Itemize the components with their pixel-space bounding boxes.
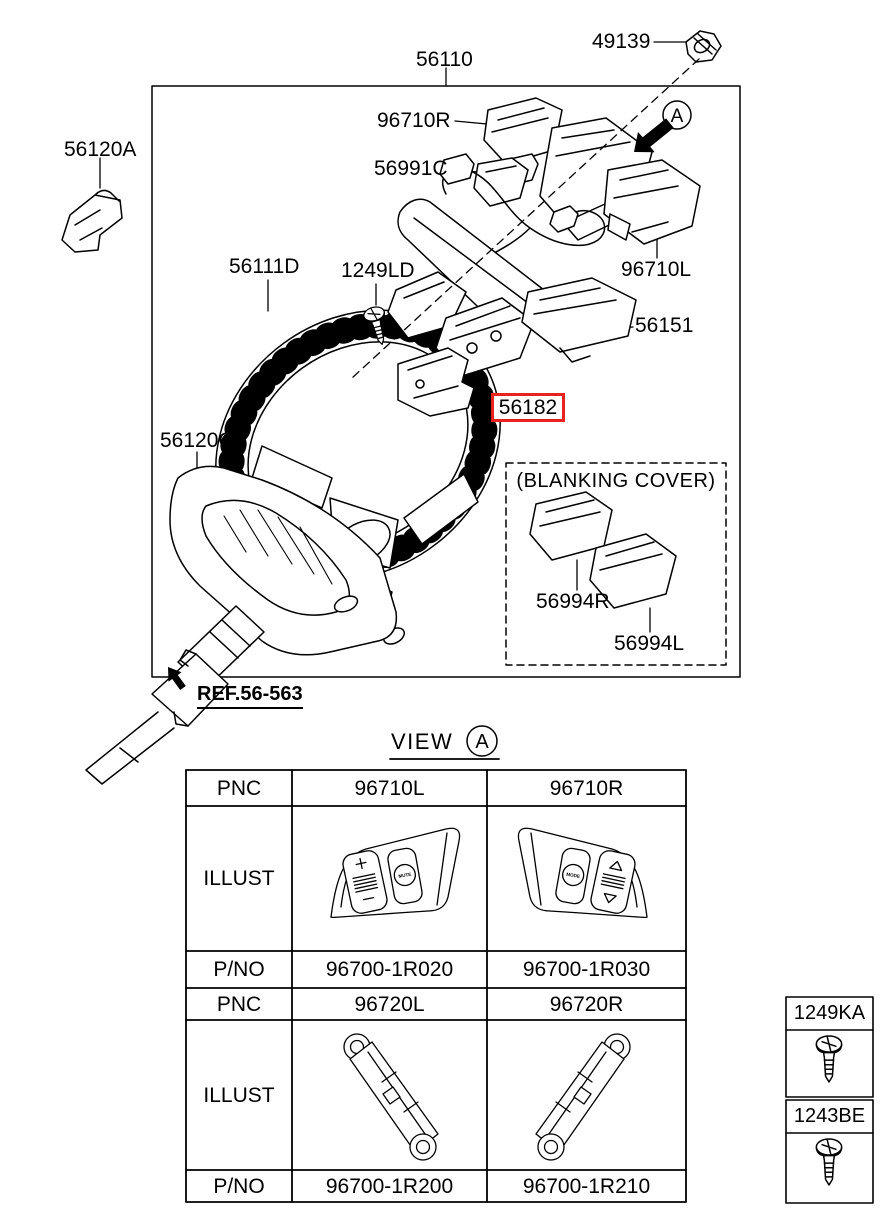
table-header-illust-1: ILLUST bbox=[203, 867, 275, 890]
callout-56120A[interactable]: 56120A bbox=[64, 138, 137, 161]
mode-button-label: MODE bbox=[565, 871, 581, 879]
part-56151-drawing bbox=[522, 278, 636, 362]
callout-56182-text: 56182 bbox=[498, 395, 558, 419]
view-A-letter: A bbox=[475, 731, 489, 753]
blanking-cover-label: (BLANKING COVER) bbox=[516, 470, 716, 492]
callout-56994L[interactable]: 56994L bbox=[614, 632, 685, 655]
callout-56120C[interactable]: 56120C bbox=[160, 429, 234, 452]
detail-A-letter: A bbox=[670, 106, 684, 127]
table-header-pno-2: P/NO bbox=[213, 1174, 265, 1198]
table-pnc-96710R[interactable]: 96710R bbox=[549, 776, 624, 800]
illust-96720L bbox=[344, 1034, 438, 1160]
table-pno-96700-1R210[interactable]: 96700-1R210 bbox=[522, 1174, 651, 1198]
callout-1249LD[interactable]: 1249LD bbox=[341, 259, 415, 282]
mute-button-label: MUTE bbox=[398, 871, 412, 879]
callout-96710L[interactable]: 96710L bbox=[621, 258, 692, 281]
table-pno-96700-1R020[interactable]: 96700-1R020 bbox=[325, 958, 454, 981]
table-header-pnc-1: PNC bbox=[216, 776, 262, 800]
table-header-pno-1: P/NO bbox=[213, 958, 265, 981]
screw-1243BE-icon bbox=[816, 1139, 841, 1185]
illust-96710L bbox=[331, 828, 460, 917]
hardware-label-1243BE[interactable]: 1243BE bbox=[793, 1105, 866, 1127]
callout-56994R[interactable]: 56994R bbox=[536, 590, 610, 613]
view-section-title: VIEW bbox=[391, 729, 454, 754]
illust-96720R bbox=[536, 1034, 630, 1160]
hardware-label-1249KA[interactable]: 1249KA bbox=[793, 1002, 866, 1024]
callout-56182-highlighted[interactable] bbox=[491, 393, 565, 422]
callout-56151[interactable]: 56151 bbox=[635, 314, 694, 337]
callout-56110[interactable]: 56110 bbox=[416, 48, 473, 71]
part-49139-drawing bbox=[686, 31, 721, 62]
reference-label[interactable]: REF.56-563 bbox=[197, 684, 303, 709]
table-pnc-96720L[interactable]: 96720L bbox=[354, 992, 425, 1016]
callout-56991C[interactable]: 56991C bbox=[374, 157, 448, 180]
table-pnc-96710L[interactable]: 96710L bbox=[354, 776, 425, 800]
table-pno-96700-1R200[interactable]: 96700-1R200 bbox=[325, 1174, 454, 1198]
callout-49139[interactable]: 49139 bbox=[592, 30, 651, 53]
table-pnc-96720R[interactable]: 96720R bbox=[549, 992, 624, 1016]
part-96710L-drawing bbox=[604, 160, 700, 244]
table-header-pnc-2: PNC bbox=[216, 992, 262, 1016]
callout-96710R[interactable]: 96710R bbox=[377, 109, 451, 132]
table-header-illust-2: ILLUST bbox=[203, 1083, 275, 1107]
screw-1249KA-icon bbox=[816, 1036, 841, 1082]
callout-56111D[interactable]: 56111D bbox=[229, 255, 300, 278]
illust-96710R bbox=[518, 828, 647, 917]
table-pno-96700-1R030[interactable]: 96700-1R030 bbox=[522, 958, 651, 981]
detail-A-arrow-icon bbox=[634, 118, 674, 152]
part-56120A-drawing bbox=[62, 190, 122, 252]
